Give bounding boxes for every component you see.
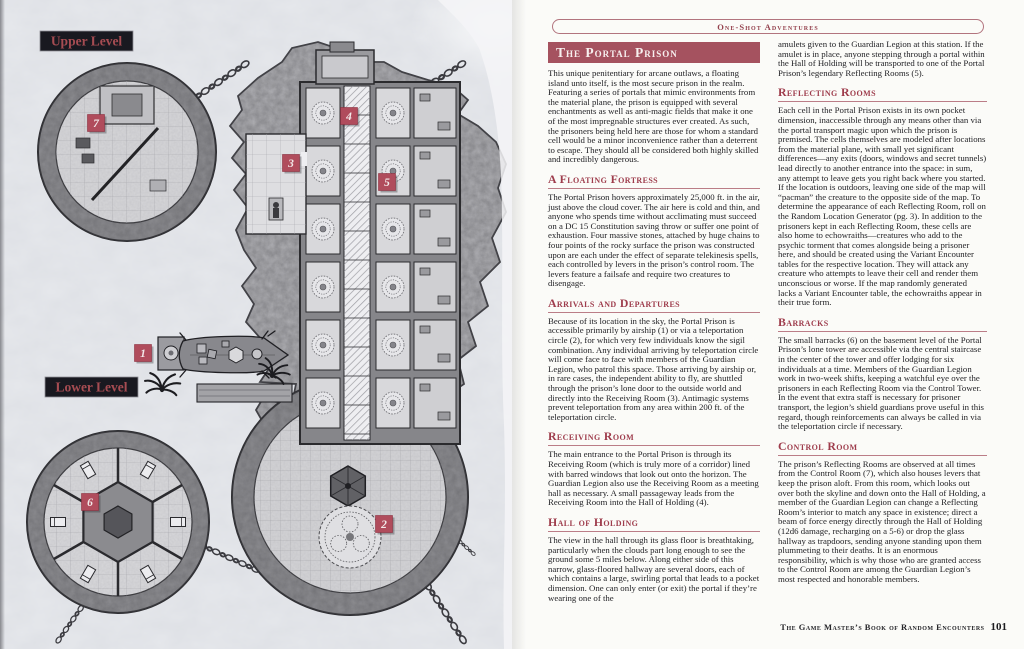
section-heading: Barracks [778,315,987,332]
section-body: The prison’s Reflecting Rooms are observed at all times from the Control Room (7), which also houses levers that keep the prison aloft. From this room, which looks out over both the skyline and down onto the Hall of Holding, a member of the Guardian Legion can change a Reflecting Room’s interior to match any space in existence; direct a beam of force energy directly through the Hall of Holding (12d6 damage, recharging on a 5-6) or drop the glass hallway as trapdoors, sending anyone standing upon them plummeting to their deaths. It is an enormous responsibility, which is why those who are granted access to the Control Room are among the Guardian Legion’s most respected and honorable members. [778,458,986,584]
map-marker-3 [283,155,302,174]
section-heading: Hall of Holding [548,515,760,532]
section-heading: Reflecting Rooms [778,85,987,102]
upper-level-room [38,63,216,241]
dock-pier [197,384,292,402]
text-column-left [548,42,760,603]
section-body: Because of its location in the sky, the Portal Prison is accessible primarily by airship (1) or via a teleportation circle (2), for which very few individuals know the sigil combination. Any individual arriving by teleportation circle will come face to face with members of the Guardian Legion, who patrol this space. Those arriving by airship or, in rare cases, the independent ability to fly, are shuttled through the prison’s lone door to the outside world and directly into the Receiving Room (3). Antimagic systems prevent teleportation from any area within 200 ft. of the teleportation circle. [548,315,759,422]
section-arrivals-departures [548,296,760,423]
text-column-right [778,40,987,585]
svg-text:4: 4 [346,111,352,123]
map-marker-2 [376,516,395,535]
map-marker-4 [341,108,360,127]
section-receiving-room [548,429,760,508]
page-number: 101 [990,621,1007,633]
svg-text:3: 3 [288,158,294,170]
svg-text:1: 1 [140,348,146,360]
map-marker-1 [135,345,154,364]
svg-text:Upper Level: Upper Level [50,33,123,49]
section-body: The small barracks (6) on the basement level of the Portal Prison’s lone tower are accessible via the central staircase in the center of the tower and offer lodging for six individuals at a time. Members of the Guardian Legion work in two-week shifts, keeping a watchful eye over the prisoners in each Reflecting Room via the Control Tower. In the event that extra staff is necessary for prisoner transport, the legion’s shield guardians prove useful in this regard, though reinforcements can always be called in via the teleportation circle if necessary. [778,334,984,432]
hall-of-holding-corridor [344,86,370,440]
continuation-paragraph: amulets given to the Guardian Legion at this station. If the amulet is in place, anyone stepping through a portal within the Hall of Holding will be transported to one of the Portal Prison’s legendary Reflecting Rooms (5). [778,39,985,78]
intro-paragraph: This unique penitentiary for arcane outlaws, a floating island unto itself, is the most secure prison in the realm. Featuring a series of portals that mimic environments from the material plane, the prison is equipped with several enchantments as well as anti-magic fields that make it one of the most impregnable structures ever created. As such, the prisoners being held here are those for whom a standard cell would be a minor inconvenience rather than a deterrent to escape. They should all be considered both highly skilled and incredibly dangerous. [548,68,759,165]
section-heading: Arrivals and Departures [548,296,760,313]
chapter-header-banner [552,19,984,34]
map-marker-7 [88,115,107,134]
lower-level-room [27,431,210,615]
map-marker-6 [82,494,101,513]
section-heading: Receiving Room [548,429,760,446]
section-heading: Control Room [778,439,987,456]
page-edge-shadow [0,0,5,649]
chapter-header-label: One-Shot Adventures [717,21,819,32]
section-heading: A Floating Fortress [548,172,760,189]
teleportation-circle [319,506,381,568]
svg-text:2: 2 [381,519,387,531]
section-reflecting-rooms [778,85,987,307]
svg-text:5: 5 [384,177,390,189]
section-body: The view in the hall through its glass floor is breathtaking, particularly when the clouds part long enough to see the ground some 5 miles below. Along either side of this narrow, glass-floored hallway are several doors, each of which contains a large, swirling portal that leads to a pocket dimension. One can only enter (or exit) the portal if they’re wearing one of the [548,534,760,603]
lower-level-label [45,377,138,397]
book-title: The Game Master’s Book of Random Encounters [780,622,985,632]
text-page [512,0,1024,649]
section-control-room [778,439,987,585]
receiving-room [246,134,307,234]
section-body: The main entrance to the Portal Prison is through its Receiving Room (which is truly more of a corridor) lined with barred windows that look out onto the horizon. The Guardian Legion also use the Receiving Room as a meeting hall as necessary. A small passageway leads from the Receiving Room into the Hall of Holding (4). [548,449,759,508]
article-title: The Portal Prison [548,42,760,63]
upper-level-label [40,31,133,51]
page-footer [780,621,1007,633]
section-barracks [778,315,987,432]
section-body: Each cell in the Portal Prison exists in its own pocket dimension, inaccessible through any means other than via the portal transport magic upon which the prison is premised. The cells themselves are modeled after locations from the material plane, with small yet significant differences—any exits (doors, windows and secret tunnels) lead directly to another entrance into the space: in sum, any attempt to leave gets you right back where you started. If the location is outdoors, leaving one side of the map will “pacman” the creature to the opposite side of the map. To determine the appearance of each Reflecting Room, roll on the Random Location Generator (pg. 3). In addition to the prisoners kept in each Reflecting Room, these cells are also home to echowraiths—creatures who add to the psychic torment that comes alongside being a prisoner here, and should be created using the Variant Encounter tables for the respective location. They will attack any creature who attempts to leave their cell and render them unconscious or worse. If the map randomly generated lacks a Variant Encounter table, the echowraiths appear in their true form. [778,105,987,308]
section-hall-of-holding [548,515,760,603]
section-floating-fortress [548,172,760,289]
svg-text:7: 7 [93,118,99,130]
map-marker-5 [379,174,398,193]
svg-text:6: 6 [87,497,93,509]
section-body: The Portal Prison hovers approximately 25,000 ft. in the air, just above the cloud cover. The air here is cold and thin, and anyone who spends time without acclimating must succeed on a DC 15 Constitution saving throw or suffer one point of exhaustion. Four massive stones, attached by huge chains to four points of the rocky surface the prison was constructed upon are each under the effect of separate telekinesis spells, each controlled by levers in the prison’s control room. The levers feature a failsafe and require two creatures to disengage. [548,191,760,289]
svg-text:Lower Level: Lower Level [55,379,128,395]
